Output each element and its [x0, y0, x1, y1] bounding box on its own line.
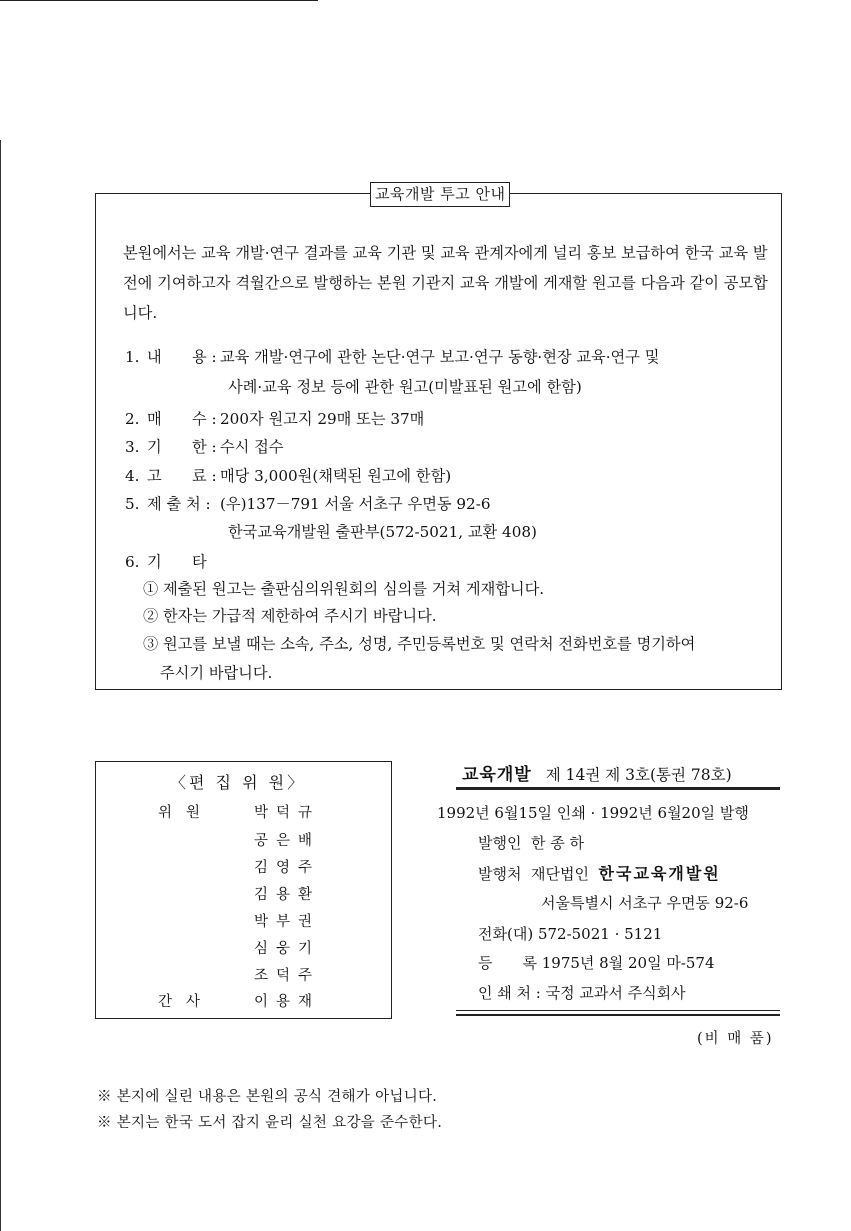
- item-number: 4.: [125, 467, 140, 485]
- footnote-1: ※ 본지에 실린 내용은 본원의 공식 견해가 아닙니다.: [97, 1089, 438, 1105]
- notice-intro: 본원에서는 교육 개발·연구 결과를 교육 기관 및 교육 관계자에게 널리 홍보 보급하여 한국 교육 발전에 기여하고자 격월간으로 발행하는 본원 기관지 교육 개발에 게재할 원고를 다음과 같이 공모합니다.: [123, 244, 768, 322]
- committee-name: 박부권: [254, 914, 321, 930]
- item-number: 5.: [125, 495, 140, 513]
- etc-line-2: ② 한자는 가급적 제한하여 주시기 바랍니다.: [143, 607, 437, 625]
- notice-item-submit-to: [125, 493, 491, 514]
- issuer-label: 발행처: [478, 865, 522, 883]
- etc-line-1: ① 제출된 원고는 출판심의위원회의 심의를 거쳐 게재합니다.: [143, 580, 545, 598]
- committee-name: 김영주: [254, 860, 321, 876]
- notice-item-length: [125, 408, 424, 429]
- item-label: 매 수 :: [147, 410, 217, 428]
- item-label: 고 료 :: [147, 467, 217, 485]
- publication-top-rule: [456, 787, 780, 790]
- item-number: 6.: [125, 553, 140, 571]
- committee-role: 간사: [158, 994, 215, 1010]
- notice-item-deadline: [125, 436, 284, 457]
- publication-address: 서울특별시 서초구 우면동 92-6: [541, 894, 749, 912]
- publication-printer: 인 쇄 처 : 국정 교과서 주식회사: [478, 984, 686, 1002]
- item-label: 내 용 :: [147, 348, 217, 366]
- committee-name: 이용재: [254, 994, 321, 1010]
- footnote-2: ※ 본지는 한국 도서 잡지 윤리 실천 요강을 준수한다.: [97, 1115, 443, 1131]
- publication-phone: 전화(대) 572-5021 · 5121: [478, 925, 663, 943]
- notice-title: 교육개발 투고 안내: [370, 182, 510, 207]
- item-number: 3.: [125, 438, 140, 456]
- committee-name: 박덕규: [254, 805, 321, 821]
- item-label: 기 한 :: [147, 438, 217, 456]
- top-edge-line: [0, 0, 318, 1]
- publication-registration: 등 록 1975년 8월 20일 마-574: [478, 954, 715, 972]
- item-text: 200자 원고지 29매 또는 37매: [220, 410, 425, 428]
- publication-volume: 제 14권 제 3호(통권 78호): [545, 766, 732, 784]
- item-text: 교육 개발·연구에 관한 논단·연구 보고·연구 동향·현장 교육·연구 및: [220, 348, 660, 366]
- editorial-committee-box: [95, 761, 392, 1019]
- notice-item-submit-cont: 한국교육개발원 출판부(572-5021, 교환 408): [228, 523, 537, 541]
- item-text: 수시 접수: [220, 438, 284, 456]
- publication-dates: 1992년 6월15일 인쇄 · 1992년 6월20일 발행: [437, 804, 749, 822]
- left-edge-line: [0, 140, 1, 1231]
- publisher-label: 발행인: [478, 834, 522, 852]
- not-for-sale-label: (비 매 품): [697, 1031, 774, 1047]
- etc-line-3-cont: 주시기 바랍니다.: [160, 664, 273, 682]
- publication-issuer: [478, 861, 721, 884]
- committee-title: 〈편 집 위 원〉: [170, 773, 307, 792]
- notice-item-content-cont: 사례·교육 정보 등에 관한 원고(미발표된 원고에 한함): [228, 378, 582, 396]
- item-label: 기 타: [147, 553, 207, 571]
- item-number: 1.: [125, 348, 140, 366]
- item-text: (우)137－791 서울 서초구 우면동 92-6: [220, 495, 491, 513]
- publication-header: [462, 760, 732, 785]
- item-text: 매당 3,000원(채택된 원고에 한함): [220, 467, 452, 485]
- notice-item-content: [125, 346, 659, 367]
- issuer-name: 한국교육개발원: [598, 864, 721, 883]
- notice-item-etc: [125, 551, 220, 572]
- notice-item-fee: [125, 465, 451, 486]
- issuer-prefix: 재단법인: [531, 865, 589, 883]
- committee-role: 위원: [158, 805, 215, 821]
- item-number: 2.: [125, 410, 140, 428]
- publication-bottom-rule-thick: [456, 1014, 780, 1016]
- committee-name: 김용환: [254, 887, 321, 903]
- committee-name: 공은배: [254, 833, 321, 849]
- item-label: 제 출 처 :: [147, 495, 211, 513]
- publisher-name: 한 종 하: [531, 834, 585, 852]
- committee-name: 심웅기: [254, 941, 321, 957]
- etc-line-3: ③ 원고를 보낼 때는 소속, 주소, 성명, 주민등록번호 및 연락처 전화번호를 명기하여: [143, 635, 696, 653]
- publication-publisher: [478, 832, 584, 853]
- publication-brand: 교육개발: [462, 765, 532, 785]
- publication-bottom-rule: [456, 1010, 780, 1011]
- committee-name: 조덕주: [254, 968, 321, 984]
